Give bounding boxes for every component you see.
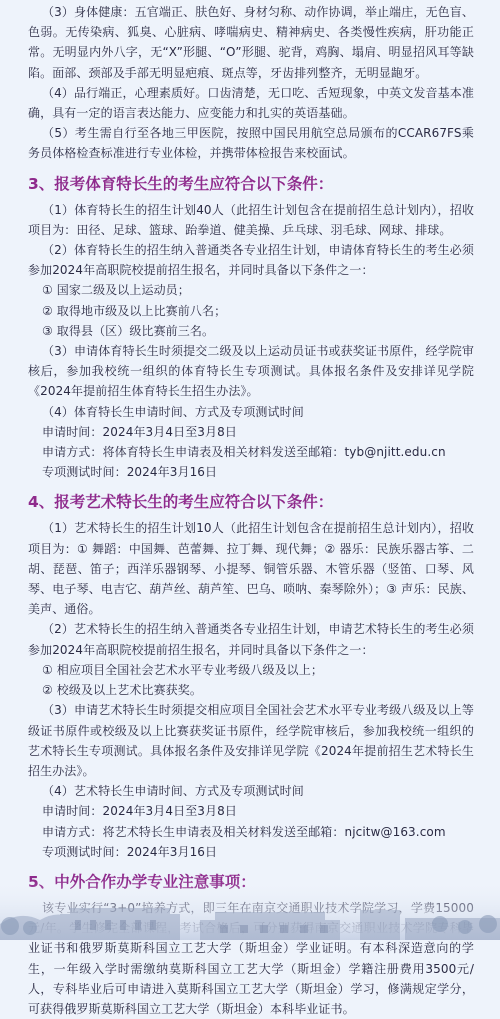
sports-apply-time: 申请时间：2024年3月4日至3月8日 <box>42 424 237 439</box>
sports-schedule-heading: （4）体育特长生申请时间、方式及专项测试时间 <box>42 404 304 419</box>
requirement-character: （4）品行端正，心理素质好。口齿清楚，无口吃、舌短现象，中英文发音基本准确，具有一定的语言表达能力、应变能力和扎实的英语基础。 <box>28 85 474 121</box>
sports-apply-method: 申请方式：将体育特长生申请表及相关材料发送至邮箱：tyb@njitt.edu.cn <box>42 445 446 460</box>
arts-apply-time: 申请时间：2024年3月4日至3月8日 <box>42 804 237 819</box>
requirement-health: （3）身体健康：五官端正、肤色好、身材匀称、动作协调，举止端庄，无色盲、色弱。无传染病、狐臭、心脏病、哮喘病史、精神病史、各类慢性疾病，肝功能正常。无明显内外八字，无“X”形腿、“O”形腿、驼背，鸡胸、塌肩、明显招风耳等缺陷。面部、颈部及手部无明显疤痕、斑点等，牙齿排列整齐，无明显龅牙。 <box>28 5 474 80</box>
requirement-physical-exam: （5）考生需自行至各地三甲医院，按照中国民用航空总局颁布的CCAR67FS乘务员体格检查标准进行专业体检，并携带体检报告来校面试。 <box>28 126 474 161</box>
arts-condition-1: ① 相应项目全国社会艺术水平专业考级八级及以上； <box>42 662 323 677</box>
sports-application-review: （3）申请体育特长生时须提交二级及以上运动员证书或获奖证书原件，经学院审核后，参加我校统一组织的体育特长生专项测试。具体报名条件及安排详见学院《2024年提前招生体育特长生招生办法》。 <box>28 344 474 399</box>
arts-apply-method: 申请方式：将艺术特长生申请表及相关材料发送至邮箱：njcitw@163.com <box>42 824 446 839</box>
sports-test-time: 专项测试时间：2024年3月16日 <box>42 465 218 480</box>
section-heading-sports: 3、报考体育特长生的考生应符合以下条件： <box>28 174 334 193</box>
arts-requirements: （2）艺术特长生的招生纳入普通类各专业招生计划，申请艺术特长生的考生必须参加2024年高职院校提前招生报名，并同时具备以下条件之一： <box>28 622 474 657</box>
campus-skyline-illustration <box>0 880 500 940</box>
sports-quota: （1）体育特长生的招生计划40人（此招生计划包含在提前招生总计划内），招收项目为：田径、足球、篮球、跆拳道、健美操、乒乓球、羽毛球、网球、排球。 <box>28 202 474 237</box>
document-content <box>28 2 474 1019</box>
arts-schedule-heading: （4）艺术特长生申请时间、方式及专项测试时间 <box>42 784 304 799</box>
sports-condition-1: ① 国家二级及以上运动员； <box>42 283 190 298</box>
sports-condition-3: ③ 取得县（区）级比赛前三名。 <box>42 323 215 338</box>
sports-requirements: （2）体育特长生的招生纳入普通类各专业招生计划，申请体育特长生的考生必须参加2024年高职院校提前招生报名，并同时具备以下条件之一： <box>28 243 474 278</box>
arts-quota: （1）艺术特长生的招生计划10人（此招生计划包含在提前招生总计划内），招收项目为：① 舞蹈：中国舞、芭蕾舞、拉丁舞、现代舞；② 器乐：民族乐器古筝、二胡、琵琶、笛子；西洋乐器钢琴、小提琴、铜管乐器、木管乐器（竖笛、口琴、风琴、电子琴、电吉它、葫芦丝、葫芦笙、巴乌、唢呐、秦琴除外）；③ 声乐：民族、美声、通俗。 <box>28 521 474 617</box>
joint-program-details: 业证书和俄罗斯莫斯科国立工艺大学（斯坦金）学业证明。有本科深造意向的学生，一年级入学时需缴纳莫斯科国立工艺大学（斯坦金）学籍注册费用3500元/人，专科毕业后可申请进入莫斯科国立工艺大学（斯坦金）学习，修满规定学分，可获得俄罗斯莫斯科国立工艺大学（斯坦金）本科毕业证书。 <box>28 941 474 1016</box>
section-heading-arts: 4、报考艺术特长生的考生应符合以下条件： <box>28 493 334 512</box>
arts-test-time: 专项测试时间：2024年3月16日 <box>42 844 218 859</box>
sports-condition-2: ② 取得地市级及以上比赛前八名； <box>42 303 227 318</box>
arts-application-review: （3）申请艺术特长生时须提交相应项目全国社会艺术水平专业考级八级及以上等级证书原件或校级及以上比赛获奖证书原件，经学院审核后，参加我校统一组织的艺术特长生专项测试。具体报名条件及安排详见学院《2024年提前招生艺术特长生招生办法》。 <box>28 703 474 778</box>
arts-condition-2: ② 校级及以上艺术比赛获奖。 <box>42 683 202 698</box>
